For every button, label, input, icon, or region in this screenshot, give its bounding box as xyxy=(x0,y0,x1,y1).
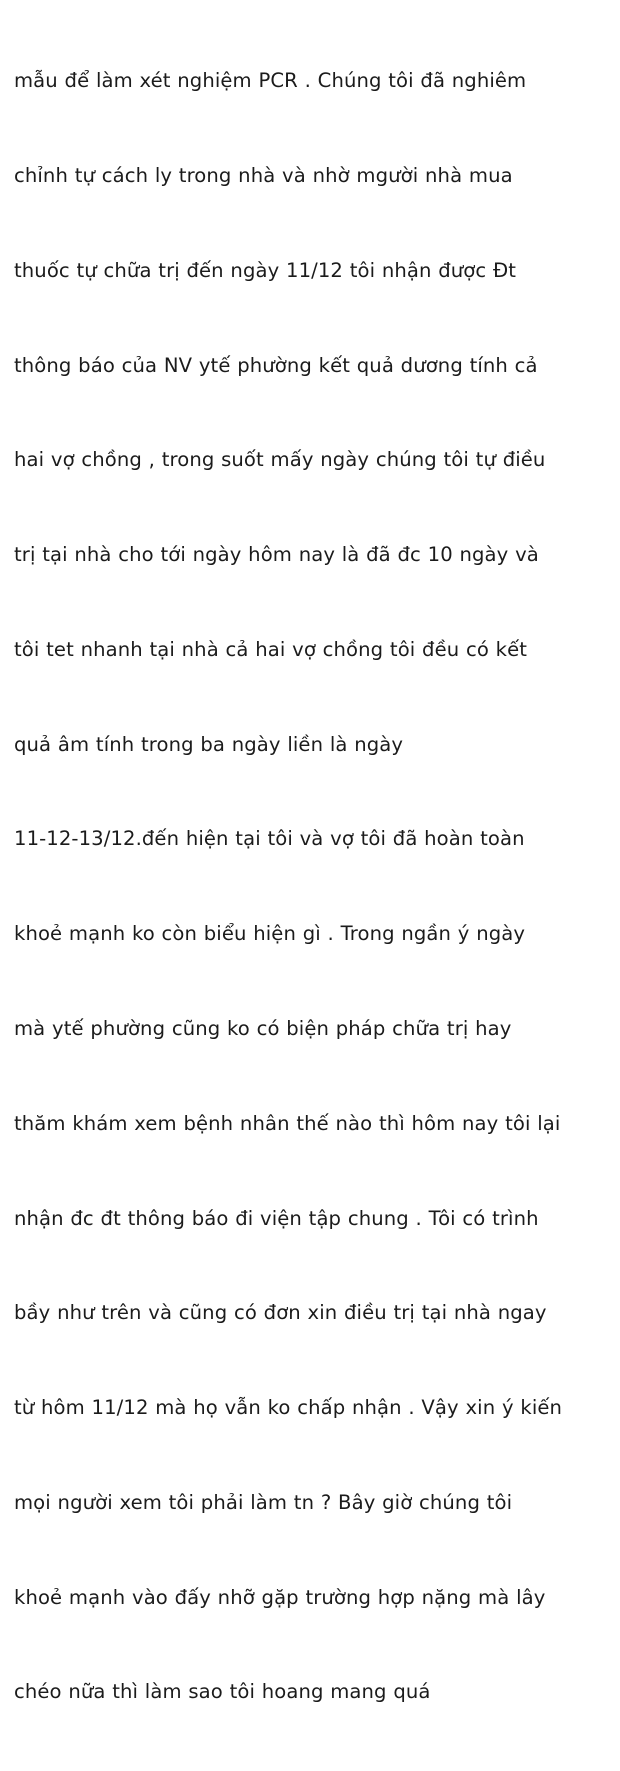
text-line: tôi tet nhanh tại nhà cả hai vợ chồng tôi đều có kết xyxy=(14,637,528,661)
text-line: thông báo của NV ytế phường kết quả dương tính cả xyxy=(14,353,538,377)
text-line: khoẻ mạnh vào đấy nhỡ gặp trường hợp nặng mà lây xyxy=(14,1585,546,1609)
text-line: nhận đc đt thông báo đi viện tập chung . Tôi có trình xyxy=(14,1206,539,1230)
text-line: mẫu để làm xét nghiệm PCR . Chúng tôi đã nghiêm xyxy=(14,69,527,93)
text-line: trị tại nhà cho tới ngày hôm nay là đã đc 10 ngày và xyxy=(14,543,539,567)
text-line: thuốc tự chữa trị đến ngày 11/12 tôi nhận được Đt xyxy=(14,258,517,282)
text-line: mọi người xem tôi phải làm tn ? Bây giờ chúng tôi xyxy=(14,1490,513,1514)
text-line: bầy như trên và cũng có đơn xin điều trị tại nhà ngay xyxy=(14,1301,547,1325)
text-line: từ hôm 11/12 mà họ vẫn ko chấp nhận . Vậy xin ý kiến xyxy=(14,1396,563,1420)
text-line: 11-12-13/12.đến hiện tại tôi và vợ tôi đã hoàn toàn xyxy=(14,827,525,851)
text-line: khoẻ mạnh ko còn biểu hiện gì . Trong ngần ý ngày xyxy=(14,922,526,946)
text-line: thăm khám xem bệnh nhân thế nào thì hôm nay tôi lại xyxy=(14,1111,561,1135)
text-line: chỉnh tự cách ly trong nhà và nhờ mgười nhà mua xyxy=(14,163,513,187)
text-line: hai vợ chồng , trong suốt mấy ngày chúng tôi tự điều xyxy=(14,448,546,472)
text-line: quả âm tính trong ba ngày liền là ngày xyxy=(14,732,404,756)
text-line: mà ytế phường cũng ko có biện pháp chữa trị hay xyxy=(14,1017,512,1040)
text-line: chéo nữa thì làm sao tôi hoang mang quá xyxy=(14,1680,431,1704)
post-text-block xyxy=(14,0,610,1771)
